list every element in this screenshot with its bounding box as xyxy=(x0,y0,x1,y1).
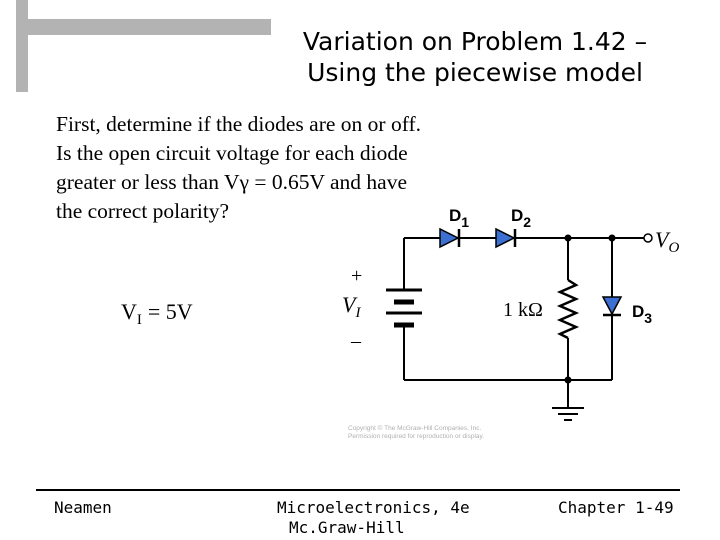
body-line-2: Is the open circuit voltage for each diode xyxy=(56,141,408,165)
footer-divider xyxy=(36,489,680,491)
vi-equation-sub: I xyxy=(136,312,142,328)
body-line-3: greater or less than Vγ = 0.65V and have xyxy=(56,170,408,194)
resistor-label: 1 kΩ xyxy=(503,299,543,321)
vi-source-label: $V_I$ xyxy=(342,292,361,321)
d1-label: $D_1$ xyxy=(449,206,470,230)
vi-equation-main: V xyxy=(121,299,137,324)
plus-sign: + xyxy=(351,265,363,287)
title-line-1: Variation on Problem 1.42 – xyxy=(302,27,648,56)
circuit-wires xyxy=(404,238,644,408)
circuit-nodes xyxy=(565,235,616,384)
vo-terminal xyxy=(644,234,652,242)
minus-sign: – xyxy=(351,330,361,352)
diode-d2 xyxy=(496,229,515,247)
voltage-source-vi xyxy=(386,290,422,325)
vi-equation-value: = 5V xyxy=(147,299,193,324)
body-line-4: the correct polarity? xyxy=(56,199,230,223)
copyright-line-1: Copyright © The McGraw-Hill Companies, Inc. xyxy=(348,425,482,432)
footer-book xyxy=(277,498,477,538)
footer-author: Neamen xyxy=(54,498,112,517)
diode-d1 xyxy=(440,229,459,247)
footer-book-title: Microelectronics, 4e xyxy=(277,498,470,517)
footer-page: Chapter 1-49 xyxy=(558,498,674,517)
copyright-line-2: Permission required for reproduction or display. xyxy=(348,433,485,440)
d3-label: $D_3$ xyxy=(632,302,653,326)
title-line-2: Using the piecewise model xyxy=(307,58,643,87)
d2-label: $D_2$ xyxy=(511,206,532,230)
diode-d3 xyxy=(603,297,621,315)
vo-label: $V_O$ xyxy=(655,227,680,256)
resistor xyxy=(560,280,576,338)
body-line-1: First, determine if the diodes are on or off. xyxy=(56,112,422,136)
footer-publisher: Mc.Graw-Hill xyxy=(289,518,405,537)
ground-icon xyxy=(552,408,584,420)
